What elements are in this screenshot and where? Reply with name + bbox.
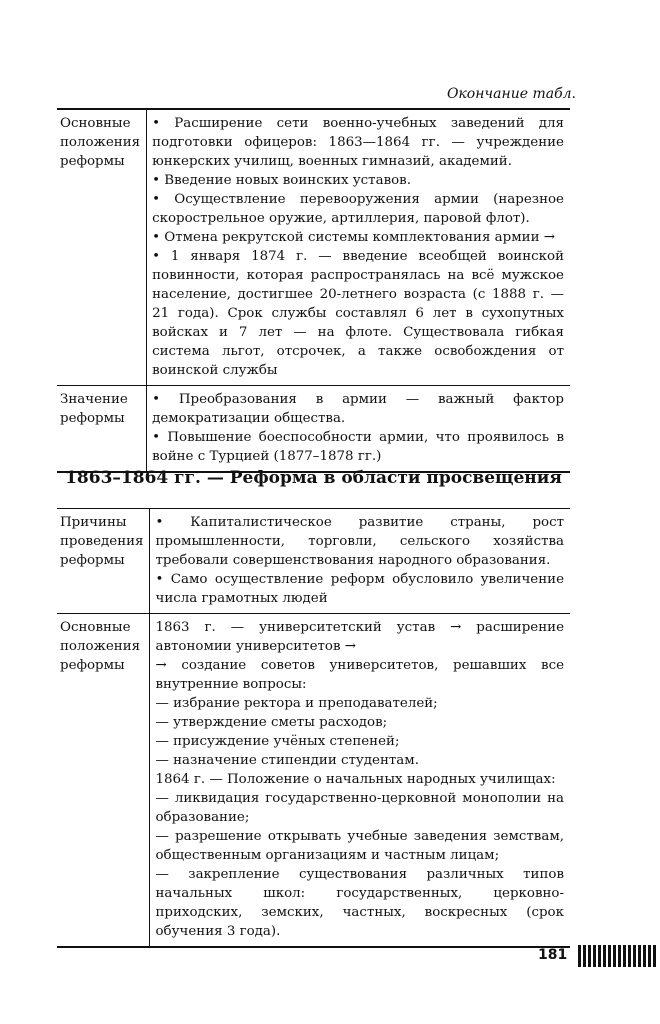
list-item: — разрешение открывать учебные заведения земствам, общественным организациям и частным лицам; — [155, 829, 564, 863]
list-item: 1864 г. — Положение о начальных народных училищах: — [155, 772, 556, 787]
list-item: • 1 января 1874 г. — введение всеобщей воинской повинности, которая распространялась на всё мужское население, достигшее 20-летнего возраста (с 1888 г. — 21 года). Срок службы составлял 6 лет в сухопутных войсках и 7 лет — на флоте. Существовала гибкая система льгот, отсрочек, а также освобождения от воинской службы — [152, 249, 564, 378]
list-item: • Расширение сети военно-учебных заведений для подготовки офицеров: 1863—1864 гг. — учреждение юнкерских училищ, военных гимназий, академий. — [152, 116, 564, 169]
list-item: — избрание ректора и преподавателей; — [155, 696, 438, 711]
continuation-label: Окончание табл. — [446, 86, 576, 102]
page-number: 181 — [538, 947, 568, 963]
row-content — [150, 614, 570, 948]
list-item: 1863 г. — университетский устав → расширение автономии университетов → — [155, 620, 564, 654]
army-reform-table — [57, 108, 570, 473]
list-item: — присуждение учёных степеней; — [155, 734, 400, 749]
page-marker-decoration — [578, 945, 656, 967]
list-item: — утверждение сметы расходов; — [155, 715, 388, 730]
list-item: • Введение новых воинских уставов. — [152, 173, 411, 188]
list-item: → создание советов университетов, решавших все внутренние вопросы: — [155, 658, 564, 692]
row-content — [150, 509, 570, 614]
row-content — [147, 386, 570, 473]
row-content — [147, 109, 570, 386]
list-item: — закрепление существования различных типов начальных школ: государственных, церковно-приходских, земских, частных, воскресных (срок обучения 3 года). — [155, 867, 564, 939]
list-item: • Преобразования в армии — важный фактор демократизации общества. — [152, 392, 564, 426]
section-heading: 1863–1864 гг. — Реформа в области просвещения — [65, 468, 562, 488]
row-label: Значение реформы — [57, 386, 147, 473]
list-item: • Повышение боеспособности армии, что проявилось в войне с Турцией (1877–1878 гг.) — [152, 430, 564, 464]
list-item: • Отмена рекрутской системы комплектования армии → — [152, 230, 555, 245]
list-item: — назначение стипендии студентам. — [155, 753, 419, 768]
list-item: • Капиталистическое развитие страны, рост промышленности, торговли, сельского хозяйства требовали совершенствования народного образования. — [155, 515, 564, 568]
education-reform-table — [57, 508, 570, 948]
row-label: Основные положения реформы — [57, 109, 147, 386]
list-item: • Само осуществление реформ обусловило увеличение числа грамотных людей — [155, 572, 564, 606]
row-label: Основные положения реформы — [57, 614, 150, 948]
list-item: • Осуществление перевооружения армии (нарезное скорострельное оружие, артиллерия, паровой флот). — [152, 192, 564, 226]
table-row — [57, 386, 570, 473]
list-item: — ликвидация государственно-церковной монополии на образование; — [155, 791, 564, 825]
table-row — [57, 509, 570, 614]
table-row — [57, 614, 570, 948]
table-row — [57, 109, 570, 386]
row-label: Причины проведения реформы — [57, 509, 150, 614]
